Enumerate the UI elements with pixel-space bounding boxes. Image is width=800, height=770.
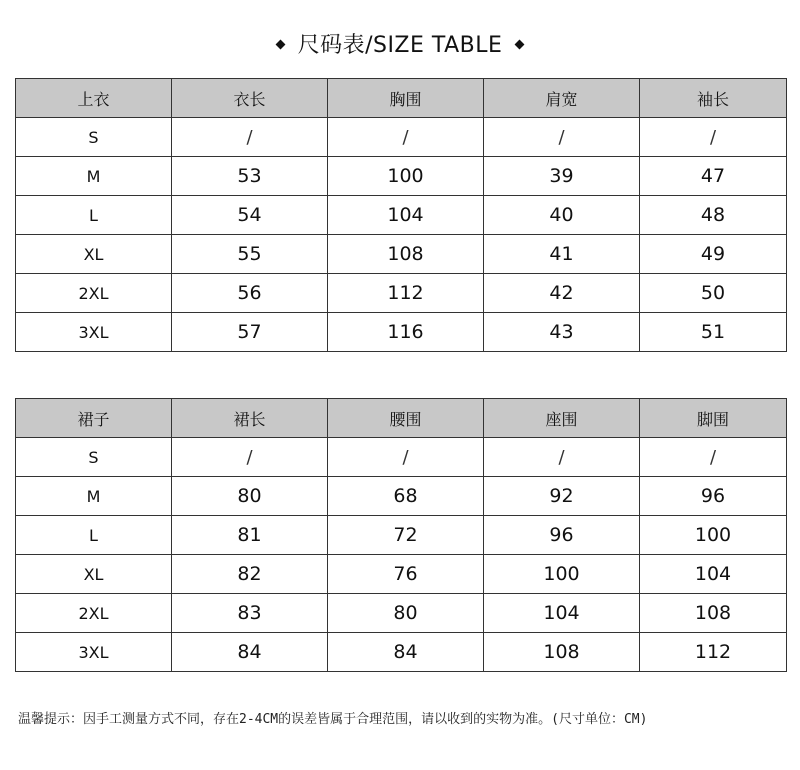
value-cell: 53	[172, 157, 328, 196]
diamond-right-icon	[515, 39, 525, 49]
value-cell: 112	[328, 274, 484, 313]
value-cell: 84	[172, 633, 328, 672]
header-cell: 衣长	[172, 79, 328, 118]
header-cell: 裙子	[16, 399, 172, 438]
header-cell: 裙长	[172, 399, 328, 438]
slash-value: /	[558, 127, 565, 148]
value-cell: 41	[484, 235, 640, 274]
table-row	[16, 516, 787, 555]
table-row	[16, 235, 787, 274]
table-header-row	[16, 399, 787, 438]
value-cell: 48	[640, 196, 787, 235]
header-cell: 腰围	[328, 399, 484, 438]
size-cell: M	[16, 157, 172, 196]
value-cell: 96	[484, 516, 640, 555]
value-cell: 100	[640, 516, 787, 555]
table-header-row	[16, 79, 787, 118]
header-cell: 座围	[484, 399, 640, 438]
table-row	[16, 633, 787, 672]
size-cell: S	[16, 118, 172, 157]
value-cell: 80	[172, 477, 328, 516]
table-row	[16, 274, 787, 313]
value-cell: 108	[640, 594, 787, 633]
table-row	[16, 157, 787, 196]
slash-value: /	[246, 127, 253, 148]
value-cell: 50	[640, 274, 787, 313]
table-row	[16, 118, 787, 157]
size-cell: M	[16, 477, 172, 516]
size-cell: XL	[16, 555, 172, 594]
table-row	[16, 594, 787, 633]
value-cell: 96	[640, 477, 787, 516]
value-cell: 51	[640, 313, 787, 352]
header-cell: 肩宽	[484, 79, 640, 118]
value-cell: 56	[172, 274, 328, 313]
value-cell: 42	[484, 274, 640, 313]
value-cell: 100	[484, 555, 640, 594]
value-cell: 82	[172, 555, 328, 594]
value-cell: 81	[172, 516, 328, 555]
table-row	[16, 313, 787, 352]
table-row	[16, 196, 787, 235]
value-cell: 83	[172, 594, 328, 633]
value-cell: 104	[640, 555, 787, 594]
size-cell: L	[16, 516, 172, 555]
value-cell	[484, 118, 640, 157]
value-cell	[172, 118, 328, 157]
value-cell: 104	[484, 594, 640, 633]
size-cell: 2XL	[16, 594, 172, 633]
value-cell: 72	[328, 516, 484, 555]
size-cell: L	[16, 196, 172, 235]
size-cell: 2XL	[16, 274, 172, 313]
page-title	[0, 30, 800, 62]
value-cell: 116	[328, 313, 484, 352]
value-cell: 76	[328, 555, 484, 594]
value-cell: 55	[172, 235, 328, 274]
header-cell: 上衣	[16, 79, 172, 118]
value-cell	[172, 438, 328, 477]
value-cell	[640, 438, 787, 477]
value-cell: 40	[484, 196, 640, 235]
size-cell: 3XL	[16, 633, 172, 672]
value-cell: 84	[328, 633, 484, 672]
size-cell: XL	[16, 235, 172, 274]
skirt-size-table	[15, 398, 787, 672]
value-cell: 68	[328, 477, 484, 516]
value-cell: 49	[640, 235, 787, 274]
header-cell: 袖长	[640, 79, 787, 118]
value-cell	[328, 118, 484, 157]
size-cell: 3XL	[16, 313, 172, 352]
table-row	[16, 438, 787, 477]
slash-value: /	[402, 447, 409, 468]
measurement-note: 温馨提示：因手工测量方式不同，存在2-4CM的误差皆属于合理范围，请以收到的实物为准。(尺寸单位：CM)	[18, 712, 648, 727]
value-cell: 39	[484, 157, 640, 196]
value-cell: 108	[328, 235, 484, 274]
slash-value: /	[246, 447, 253, 468]
table-row	[16, 477, 787, 516]
value-cell: 108	[484, 633, 640, 672]
value-cell: 47	[640, 157, 787, 196]
slash-value: /	[402, 127, 409, 148]
value-cell: 92	[484, 477, 640, 516]
slash-value: /	[709, 127, 717, 148]
slash-value: /	[709, 447, 717, 468]
title-text: 尺码表/SIZE TABLE	[297, 33, 503, 58]
table-row	[16, 555, 787, 594]
slash-value: /	[558, 447, 565, 468]
value-cell	[640, 118, 787, 157]
header-cell: 胸围	[328, 79, 484, 118]
top-size-table	[15, 78, 787, 352]
value-cell	[484, 438, 640, 477]
value-cell	[328, 438, 484, 477]
diamond-left-icon	[275, 39, 285, 49]
value-cell: 43	[484, 313, 640, 352]
value-cell: 80	[328, 594, 484, 633]
header-cell: 脚围	[640, 399, 787, 438]
size-cell: S	[16, 438, 172, 477]
value-cell: 100	[328, 157, 484, 196]
value-cell: 104	[328, 196, 484, 235]
value-cell: 54	[172, 196, 328, 235]
value-cell: 57	[172, 313, 328, 352]
value-cell: 112	[640, 633, 787, 672]
